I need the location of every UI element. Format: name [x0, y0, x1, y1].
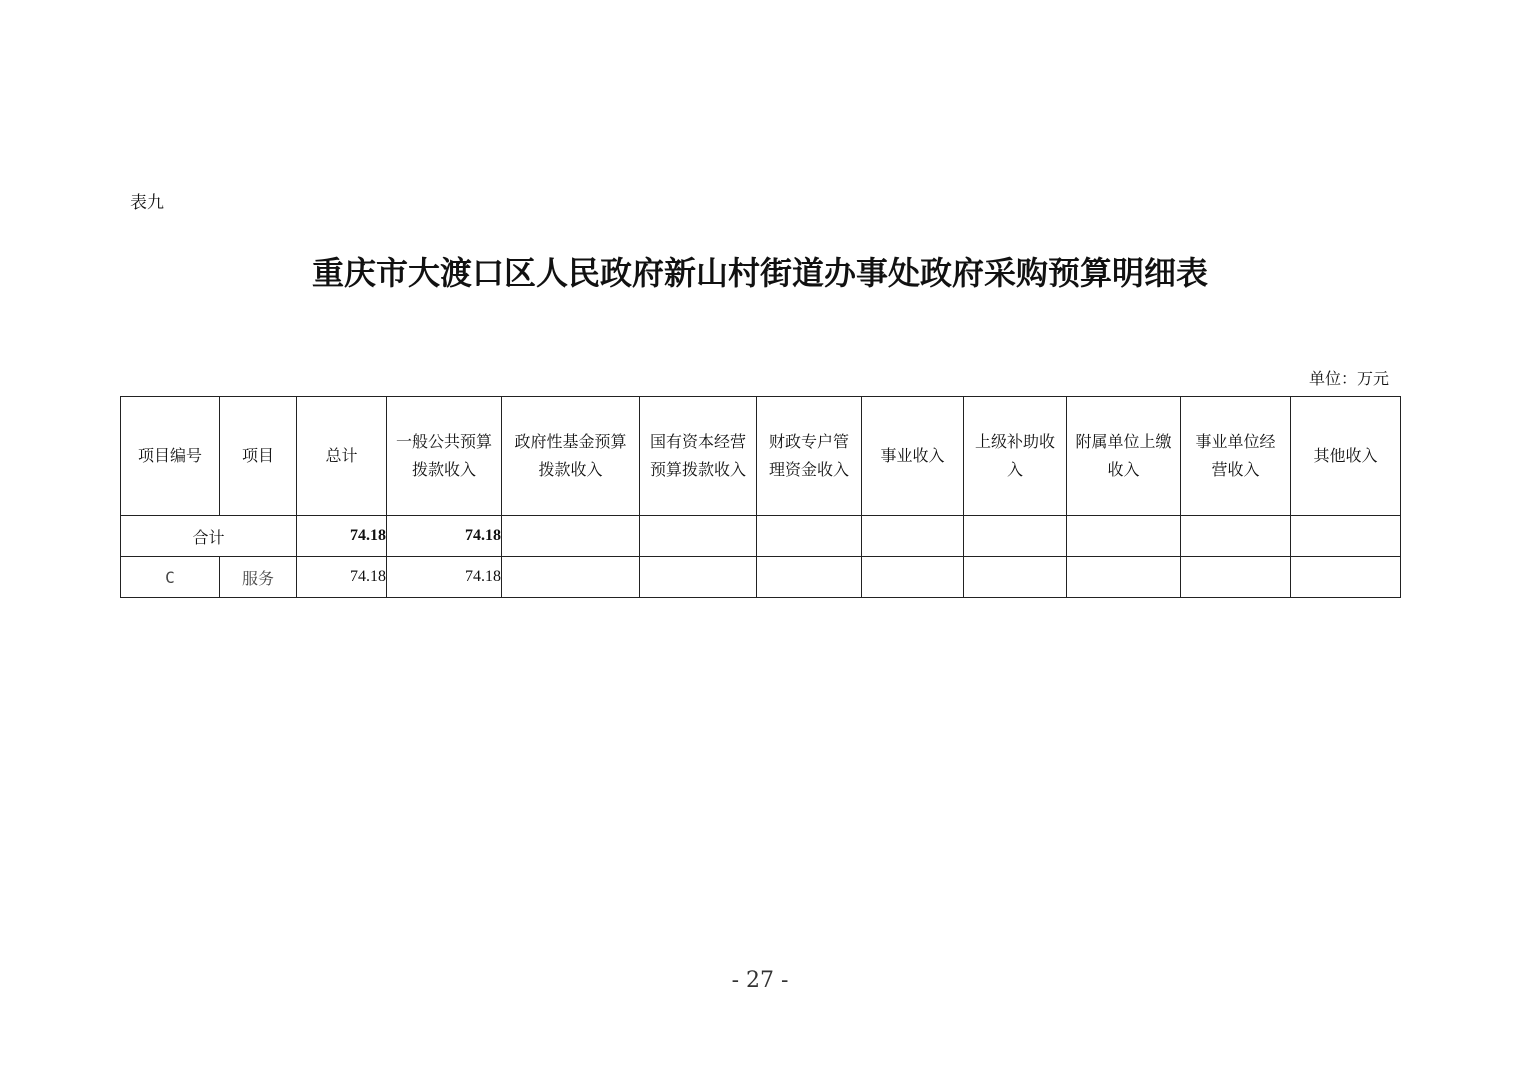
header-cell: 财政专户管理资金收入 [757, 397, 862, 516]
table-cell [964, 557, 1067, 598]
table-cell [862, 557, 964, 598]
total-cell [640, 516, 757, 557]
header-cell: 政府性基金预算拨款收入 [502, 397, 640, 516]
total-cell: 74.18 [297, 516, 387, 557]
total-cell [1181, 516, 1291, 557]
header-cell: 附属单位上缴收入 [1067, 397, 1181, 516]
unit-label: 单位：万元 [1308, 369, 1389, 388]
table-cell [640, 557, 757, 598]
header-cell: 项目 [220, 397, 297, 516]
header-cell: 一般公共预算拨款收入 [387, 397, 502, 516]
table-cell [1181, 557, 1291, 598]
total-cell [1067, 516, 1181, 557]
table-row [121, 557, 1401, 598]
header-cell: 事业收入 [862, 397, 964, 516]
table-cell: 74.18 [297, 557, 387, 598]
total-label: 合计 [121, 516, 297, 557]
total-row [121, 516, 1401, 557]
total-cell [862, 516, 964, 557]
total-cell [964, 516, 1067, 557]
budget-table [120, 396, 1401, 598]
header-row [121, 397, 1401, 516]
header-cell: 其他收入 [1291, 397, 1401, 516]
total-cell: 74.18 [387, 516, 502, 557]
header-cell: 项目编号 [121, 397, 220, 516]
table-cell [1291, 557, 1401, 598]
table-cell [502, 557, 640, 598]
header-cell: 总计 [297, 397, 387, 516]
project-code-cell: C [121, 557, 220, 598]
total-cell [1291, 516, 1401, 557]
header-cell: 事业单位经营收入 [1181, 397, 1291, 516]
table-label: 表九 [130, 193, 164, 213]
header-cell: 国有资本经营预算拨款收入 [640, 397, 757, 516]
total-cell [757, 516, 862, 557]
table-cell [1067, 557, 1181, 598]
page-title: 重庆市大渡口区人民政府新山村街道办事处政府采购预算明细表 [311, 254, 1208, 292]
project-item-cell: 服务 [220, 557, 297, 598]
table-cell: 74.18 [387, 557, 502, 598]
page-number: - 27 - [731, 968, 789, 993]
total-cell [502, 516, 640, 557]
table-cell [757, 557, 862, 598]
header-cell: 上级补助收入 [964, 397, 1067, 516]
